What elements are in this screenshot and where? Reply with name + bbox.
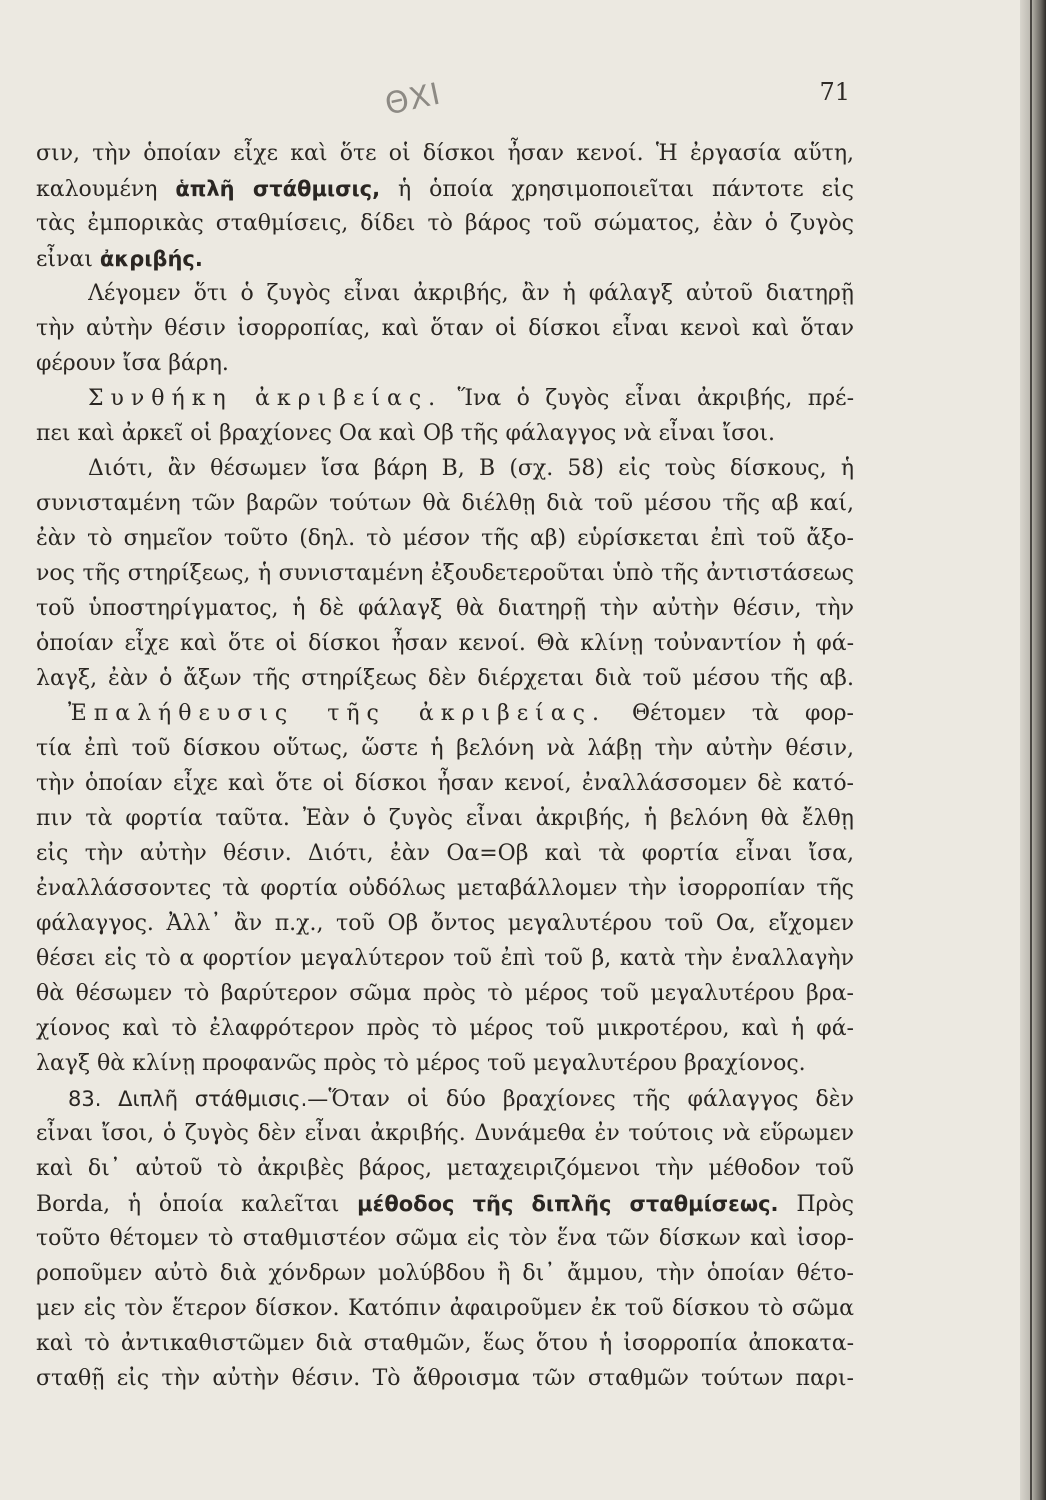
text-line: Συνθήκη ἀκριβείας. Ἵνα ὁ ζυγὸς εἶναι ἀκριβής, πρέ- [88, 386, 854, 411]
text-line: λαγξ θὰ κλίνῃ προφανῶς πρὸς τὸ μέρος τοῦ μεγαλυτέρου βραχίονος. [36, 1051, 806, 1076]
text-line: χίονος καὶ τὸ ἐλαφρότερον πρὸς τὸ μέρος τοῦ μικροτέρου, καὶ ἡ φά- [36, 1016, 854, 1041]
text-line: τὴν αὐτὴν θέσιν ἰσορροπίας, καὶ ὅταν οἱ δίσκοι εἶναι κενοὶ καὶ ὅταν [36, 316, 854, 341]
text-line: ἐὰν τὸ σημεῖον τοῦτο (δηλ. τὸ μέσον τῆς αβ) εὑρίσκεται ἐπὶ τοῦ ἄξο- [36, 526, 854, 551]
text-line: τὴν ὁποίαν εἶχε καὶ ὅτε οἱ δίσκοι ἦσαν κενοί, ἐναλλάσσομεν δὲ κατό- [36, 771, 854, 796]
bold-term: ἁπλῆ στάθμισις, [175, 177, 381, 201]
text-line: τὰς ἐμπορικὰς σταθμίσεις, δίδει τὸ βάρος τοῦ σώματος, ἐὰν ὁ ζυγὸς [36, 211, 854, 236]
page-edge-line [1030, 0, 1032, 1500]
text-line: πιν τὰ φορτία ταῦτα. Ἐὰν ὁ ζυγὸς εἶναι ἀκριβής, ἡ βελόνη θὰ ἔλθῃ [36, 806, 854, 831]
text-line: καλουμένη ἁπλῆ στάθμισις, ἡ ὁποία χρησιμοποιεῖται πάντοτε εἰς [36, 177, 854, 202]
handwritten-annotation: ΘΧΙ [381, 76, 445, 123]
text-line: ροποῦμεν αὐτὸ διὰ χόνδρων μολύβδου ἢ δι᾿ ἄμμου, τὴν ὁποίαν θέτο- [36, 1261, 854, 1286]
text-line: εἰς τὴν αὐτὴν θέσιν. Διότι, ἐὰν Οα=Οβ καὶ τὰ φορτία εἶναι ἴσα, [36, 841, 854, 866]
text-line: Borda, ἡ ὁποία καλεῖται μέθοδος τῆς διπλῆς σταθμίσεως. Πρὸς [36, 1192, 854, 1217]
text-line: μεν εἰς τὸν ἕτερον δίσκον. Κατόπιν ἀφαιροῦμεν ἐκ τοῦ δίσκου τὸ σῶμα [36, 1296, 854, 1321]
spaced-heading: Συνθήκη ἀκριβείας. [88, 386, 443, 411]
text-line: λαγξ, ἐὰν ὁ ἄξων τῆς στηρίξεως δὲν διέρχεται διὰ τοῦ μέσου τῆς αβ. [36, 666, 854, 691]
bold-term: μέθοδος τῆς διπλῆς σταθμίσεως. [357, 1192, 779, 1216]
bold-term: ἀκριβής. [99, 247, 203, 271]
text-line: Διότι, ἂν θέσωμεν ἴσα βάρη Β, Β (σχ. 58) εἰς τοὺς δίσκους, ἡ [88, 456, 854, 481]
text-line: νος τῆς στηρίξεως, ἡ συνισταμένη ἐξουδετεροῦται ὑπὸ τῆς ἀντιστάσεως [36, 561, 854, 586]
page-edge-shadow [1020, 0, 1046, 1500]
text-line: καὶ δι᾿ αὐτοῦ τὸ ἀκριβὲς βάρος, μεταχειριζόμενοι τὴν μέθοδον τοῦ [36, 1156, 854, 1181]
text-line: συνισταμένη τῶν βαρῶν τούτων θὰ διέλθῃ διὰ τοῦ μέσου τῆς αβ καί, [36, 491, 854, 516]
text-line: πει καὶ ἀρκεῖ οἱ βραχίονες Οα καὶ Οβ τῆς φάλαγγος νὰ εἶναι ἴσοι. [36, 421, 775, 446]
text-line: φάλαγγος. Ἀλλ᾿ ἂν π.χ., τοῦ Οβ ὄντος μεγαλυτέρου τοῦ Οα, εἴχομεν [36, 911, 854, 936]
text-line: θὰ θέσωμεν τὸ βαρύτερον σῶμα πρὸς τὸ μέρος τοῦ μεγαλυτέρου βρα- [36, 981, 854, 1006]
text-line: ἐναλλάσσοντες τὰ φορτία οὐδόλως μεταβάλλομεν τὴν ἰσορροπίαν τῆς [36, 876, 854, 901]
text-line: εἶναι ἀκριβής. [36, 247, 203, 272]
text-line: φέρουν ἴσα βάρη. [36, 351, 229, 376]
text-line: ὁποίαν εἶχε καὶ ὅτε οἱ δίσκοι ἦσαν κενοί. Θὰ κλίνῃ τοὐναντίον ἡ φά- [36, 631, 854, 656]
text-line: θέσει εἰς τὸ α φορτίον μεγαλύτερον τοῦ ἐπὶ τοῦ β, κατὰ τὴν ἐναλλαγὴν [36, 946, 854, 971]
text-line: σταθῇ εἰς τὴν αὐτὴν θέσιν. Τὸ ἄθροισμα τῶν σταθμῶν τούτων παρι- [36, 1366, 854, 1391]
page-number: 71 [819, 78, 850, 106]
section-heading: 83. Διπλῆ στάθμισις.— [68, 1087, 329, 1111]
text-line: τοῦ ὑποστηρίγματος, ἡ δὲ φάλαγξ θὰ διατηρῇ τὴν αὐτὴν θέσιν, τὴν [36, 596, 854, 621]
text-line: τοῦτο θέτομεν τὸ σταθμιστέον σῶμα εἰς τὸν ἕνα τῶν δίσκων καὶ ἰσορ- [36, 1226, 854, 1251]
text-line: 83. Διπλῆ στάθμισις.—Ὅταν οἱ δύο βραχίονες τῆς φάλαγγος δὲν [68, 1087, 854, 1112]
text-line: Ἐπαλήθευσις τῆς ἀκριβείας. Θέτομεν τὰ φορ- [68, 701, 854, 726]
text-line: Λέγομεν ὅτι ὁ ζυγὸς εἶναι ἀκριβής, ἂν ἡ φάλαγξ αὐτοῦ διατηρῇ [88, 281, 854, 306]
text-line: εἶναι ἴσοι, ὁ ζυγὸς δὲν εἶναι ἀκριβής. Δυνάμεθα ἐν τούτοις νὰ εὕρωμεν [36, 1121, 854, 1146]
text-line: καὶ τὸ ἀντικαθιστῶμεν διὰ σταθμῶν, ἕως ὅτου ἡ ἰσορροπία ἀποκατα- [36, 1331, 854, 1356]
spaced-heading: Ἐπαλήθευσις τῆς ἀκριβείας. [68, 701, 606, 726]
text-line: τία ἐπὶ τοῦ δίσκου οὕτως, ὥστε ἡ βελόνη νὰ λάβῃ τὴν αὐτὴν θέσιν, [36, 736, 854, 761]
text-line: σιν, τὴν ὁποίαν εἶχε καὶ ὅτε οἱ δίσκοι ἦσαν κενοί. Ἡ ἐργασία αὕτη, [36, 141, 854, 166]
